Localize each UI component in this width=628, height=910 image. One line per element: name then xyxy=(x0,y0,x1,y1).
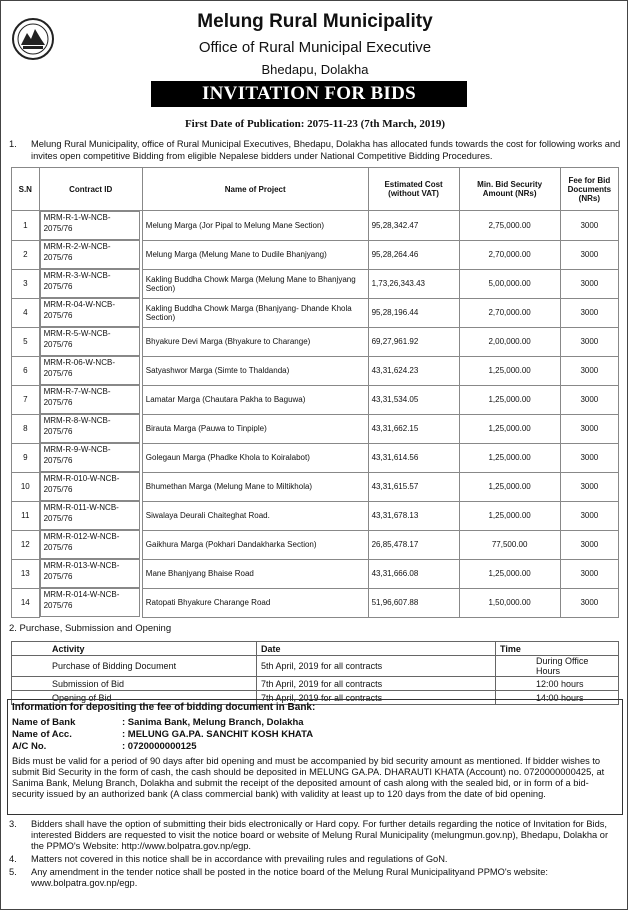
cell-contract-id: MRM-R-04-W-NCB-2075/76 xyxy=(40,298,140,327)
table-row xyxy=(12,327,619,356)
cell-security: 1,25,000.00 xyxy=(459,414,560,443)
cell-sn: 6 xyxy=(12,356,40,385)
cell-cost: 43,31,662.15 xyxy=(368,414,459,443)
table-row xyxy=(12,414,619,443)
cell-fee: 3000 xyxy=(560,559,618,588)
cell-contract-id: MRM-R-9-W-NCB-2075/76 xyxy=(40,443,140,472)
table-row xyxy=(12,240,619,269)
bank-heading: Information for depositing the fee of bidding document in Bank: xyxy=(12,702,316,713)
cell-cost: 43,31,624.23 xyxy=(368,356,459,385)
cell-project: Kakling Buddha Chowk Marga (Bhanjyang- Dhande Khola Section) xyxy=(142,298,368,327)
cell-sn: 7 xyxy=(12,385,40,414)
bank-name-row xyxy=(12,717,304,728)
header-time: Time xyxy=(496,642,619,656)
cell-project: Mane Bhanjyang Bhaise Road xyxy=(142,559,368,588)
cell-fee: 3000 xyxy=(560,501,618,530)
table-header-row xyxy=(12,168,619,211)
office-subtitle: Office of Rural Municipal Executive xyxy=(198,39,432,56)
invitation-banner: INVITATION FOR BIDS xyxy=(151,81,467,107)
cell-cost: 26,85,478.17 xyxy=(368,530,459,559)
cell-contract-id: MRM-R-5-W-NCB-2075/76 xyxy=(40,327,140,356)
cell-security: 1,25,000.00 xyxy=(459,385,560,414)
cell-sn: 2 xyxy=(12,240,40,269)
cell-sn: 12 xyxy=(12,530,40,559)
cell-fee: 3000 xyxy=(560,211,618,241)
cell-cost: 95,28,342.47 xyxy=(368,211,459,241)
bid-validity-text: Bids must be valid for a period of 90 days after bid opening and must be accompanied by bid security amount as mentioned. If bidder wishes to submit Bid Security in the form of cash, the cash should be deposited in MELUNG GA.PA. DHARAUTI KHATA (Account) no. 0720000000425, at Sanima Bank, Melung Branch, Dolakha and submit the receipt of the deposited amount of cash along with the sealed bid, or in form of a bid-security issued by an authorized bank (A class commercial bank) with validity at least up to 120 days from the date of bid opening. xyxy=(12,756,605,799)
cell-date: 5th April, 2019 for all contracts xyxy=(257,656,496,677)
municipality-title: Melung Rural Municipality xyxy=(197,11,433,32)
paragraph-text: Melung Rural Municipality, office of Rural Municipal Executives, Bhedapu, Dolakha has allocated funds towards the cost for following works and invites open competitive Bidding from eligible Nepalese bidders under National Competitive Bidding Procedures. xyxy=(31,139,621,161)
account-name-value: : MELUNG GA.PA. SANCHIT KOSH KHATA xyxy=(122,729,314,740)
bank-info-box xyxy=(7,699,623,815)
cell-fee: 3000 xyxy=(560,588,618,617)
note-number: 3. xyxy=(9,819,17,829)
header-security: Min. Bid Security Amount (NRs) xyxy=(459,168,560,211)
note-number: 4. xyxy=(9,854,17,864)
section-2-title: 2. Purchase, Submission and Opening xyxy=(9,623,172,634)
cell-cost: 43,31,615.57 xyxy=(368,472,459,501)
header-sn: S.N xyxy=(12,168,40,211)
schedule-table xyxy=(11,641,619,705)
table-row xyxy=(12,298,619,327)
cell-fee: 3000 xyxy=(560,356,618,385)
cell-security: 5,00,000.00 xyxy=(459,269,560,298)
cell-project: Melung Marga (Jor Pipal to Melung Mane Section) xyxy=(142,211,368,241)
note-4 xyxy=(9,854,621,865)
cell-cost: 43,31,534.05 xyxy=(368,385,459,414)
cell-project: Bhumethan Marga (Melung Mane to Miltikhola) xyxy=(142,472,368,501)
cell-sn: 9 xyxy=(12,443,40,472)
cell-security: 2,70,000.00 xyxy=(459,298,560,327)
bank-name-value: : Sanima Bank, Melung Branch, Dolakha xyxy=(122,717,304,728)
cell-fee: 3000 xyxy=(560,414,618,443)
publication-date: First Date of Publication: 2075-11-23 (7th March, 2019) xyxy=(184,118,446,130)
account-number-value: : 0720000000125 xyxy=(122,741,197,752)
cell-sn: 14 xyxy=(12,588,40,617)
cell-sn: 11 xyxy=(12,501,40,530)
note-3 xyxy=(9,819,621,852)
cell-project: Siwalaya Deurali Chaiteghat Road. xyxy=(142,501,368,530)
cell-cost: 43,31,678.13 xyxy=(368,501,459,530)
cell-contract-id: MRM-R-011-W-NCB-2075/76 xyxy=(40,501,140,530)
header-activity: Activity xyxy=(12,642,257,656)
cell-cost: 95,28,196.44 xyxy=(368,298,459,327)
cell-security: 1,50,000.00 xyxy=(459,588,560,617)
cell-sn: 4 xyxy=(12,298,40,327)
header-fee: Fee for Bid Documents (NRs) xyxy=(560,168,618,211)
cell-security: 1,25,000.00 xyxy=(459,443,560,472)
table-row xyxy=(12,530,619,559)
table-row xyxy=(12,211,619,241)
account-number-row xyxy=(12,741,197,752)
cell-project: Golegaun Marga (Phadke Khola to Koiralabot) xyxy=(142,443,368,472)
cell-date: 7th April, 2019 for all contracts xyxy=(257,677,496,691)
cell-contract-id: MRM-R-014-W-NCB-2075/76 xyxy=(40,588,140,617)
cell-fee: 3000 xyxy=(560,240,618,269)
cell-sn: 8 xyxy=(12,414,40,443)
cell-security: 1,25,000.00 xyxy=(459,356,560,385)
cell-contract-id: MRM-R-012-W-NCB-2075/76 xyxy=(40,530,140,559)
account-name-label: Name of Acc. xyxy=(12,729,72,740)
table-row xyxy=(12,385,619,414)
cell-time: 12:00 hours xyxy=(496,677,619,691)
cell-security: 1,25,000.00 xyxy=(459,472,560,501)
cell-activity: Opening of Bid xyxy=(12,691,257,705)
location-line: Bhedapu, Dolakha xyxy=(261,62,369,77)
header-date: Date xyxy=(257,642,496,656)
cell-sn: 5 xyxy=(12,327,40,356)
cell-project: Gaikhura Marga (Pokhari Dandakharka Section) xyxy=(142,530,368,559)
account-number-label: A/C No. xyxy=(12,741,47,752)
note-text: Any amendment in the tender notice shall be posted in the notice board of the Melung Rural Municipalityand PPMO's website: www.bolpatra.gov.np/egp. xyxy=(31,867,549,888)
cell-cost: 69,27,961.92 xyxy=(368,327,459,356)
cell-activity: Purchase of Bidding Document xyxy=(12,656,257,677)
note-text: Matters not covered in this notice shall be in accordance with prevailing rules and regulations of GoN. xyxy=(31,854,448,864)
schedule-row xyxy=(12,656,619,677)
table-row xyxy=(12,588,619,617)
cell-project: Melung Marga (Melung Mane to Dudile Bhanjyang) xyxy=(142,240,368,269)
cell-security: 1,25,000.00 xyxy=(459,501,560,530)
cell-project: Satyashwor Marga (Simte to Thaldanda) xyxy=(142,356,368,385)
cell-time: 14:00 hours xyxy=(496,691,619,705)
cell-cost: 43,31,614.56 xyxy=(368,443,459,472)
cell-contract-id: MRM-R-3-W-NCB-2075/76 xyxy=(40,269,140,298)
cell-sn: 3 xyxy=(12,269,40,298)
header-cost: Estimated Cost (without VAT) xyxy=(368,168,459,211)
cell-date: 7th April, 2019 for all contracts xyxy=(257,691,496,705)
bids-table xyxy=(11,167,619,618)
cell-project: Ratopati Bhyakure Charange Road xyxy=(142,588,368,617)
cell-security: 2,00,000.00 xyxy=(459,327,560,356)
cell-security: 2,70,000.00 xyxy=(459,240,560,269)
table-row xyxy=(12,501,619,530)
cell-fee: 3000 xyxy=(560,269,618,298)
cell-fee: 3000 xyxy=(560,385,618,414)
table-row xyxy=(12,443,619,472)
cell-fee: 3000 xyxy=(560,298,618,327)
note-5 xyxy=(9,867,621,889)
header-contract-id: Contract ID xyxy=(39,168,142,211)
cell-activity: Submission of Bid xyxy=(12,677,257,691)
note-text: Bidders shall have the option of submitting their bids electronically or Hard copy. For further details regarding the notice of Invitation for Bids, interested Bidders are requested to visit the notice board or website of Melung Rural Municipality (melungmun.gov.np), Bhedapu, Dolakha or the PPMO's Website: http://www.bolpatra.gov.np/egp. xyxy=(31,819,609,851)
cell-security: 2,75,000.00 xyxy=(459,211,560,241)
paragraph-number: 1. xyxy=(9,139,17,149)
cell-fee: 3000 xyxy=(560,443,618,472)
schedule-row xyxy=(12,677,619,691)
cell-contract-id: MRM-R-06-W-NCB-2075/76 xyxy=(40,356,140,385)
cell-contract-id: MRM-R-2-W-NCB-2075/76 xyxy=(40,240,140,269)
table-row xyxy=(12,472,619,501)
cell-time: During Office Hours xyxy=(496,656,619,677)
table-row xyxy=(12,356,619,385)
cell-cost: 43,31,666.08 xyxy=(368,559,459,588)
header-project: Name of Project xyxy=(142,168,368,211)
bank-name-label: Name of Bank xyxy=(12,717,76,728)
account-name-row xyxy=(12,729,313,740)
cell-project: Kakling Buddha Chowk Marga (Melung Mane to Bhanjyang Section) xyxy=(142,269,368,298)
cell-cost: 51,96,607.88 xyxy=(368,588,459,617)
cell-sn: 10 xyxy=(12,472,40,501)
cell-contract-id: MRM-R-7-W-NCB-2075/76 xyxy=(40,385,140,414)
cell-cost: 1,73,26,343.43 xyxy=(368,269,459,298)
intro-paragraph xyxy=(9,138,621,162)
cell-contract-id: MRM-R-013-W-NCB-2075/76 xyxy=(40,559,140,588)
note-number: 5. xyxy=(9,867,17,877)
schedule-header-row xyxy=(12,642,619,656)
cell-project: Birauta Marga (Pauwa to Tinpiple) xyxy=(142,414,368,443)
cell-sn: 1 xyxy=(12,211,40,241)
table-row xyxy=(12,559,619,588)
cell-cost: 95,28,264.46 xyxy=(368,240,459,269)
cell-contract-id: MRM-R-8-W-NCB-2075/76 xyxy=(40,414,140,443)
cell-fee: 3000 xyxy=(560,327,618,356)
cell-contract-id: MRM-R-1-W-NCB-2075/76 xyxy=(40,211,140,240)
cell-contract-id: MRM-R-010-W-NCB-2075/76 xyxy=(40,472,140,501)
cell-project: Bhyakure Devi Marga (Bhyakure to Charange) xyxy=(142,327,368,356)
cell-project: Lamatar Marga (Chautara Pakha to Baguwa) xyxy=(142,385,368,414)
cell-sn: 13 xyxy=(12,559,40,588)
cell-fee: 3000 xyxy=(560,472,618,501)
table-row xyxy=(12,269,619,298)
cell-security: 77,500.00 xyxy=(459,530,560,559)
cell-security: 1,25,000.00 xyxy=(459,559,560,588)
cell-fee: 3000 xyxy=(560,530,618,559)
